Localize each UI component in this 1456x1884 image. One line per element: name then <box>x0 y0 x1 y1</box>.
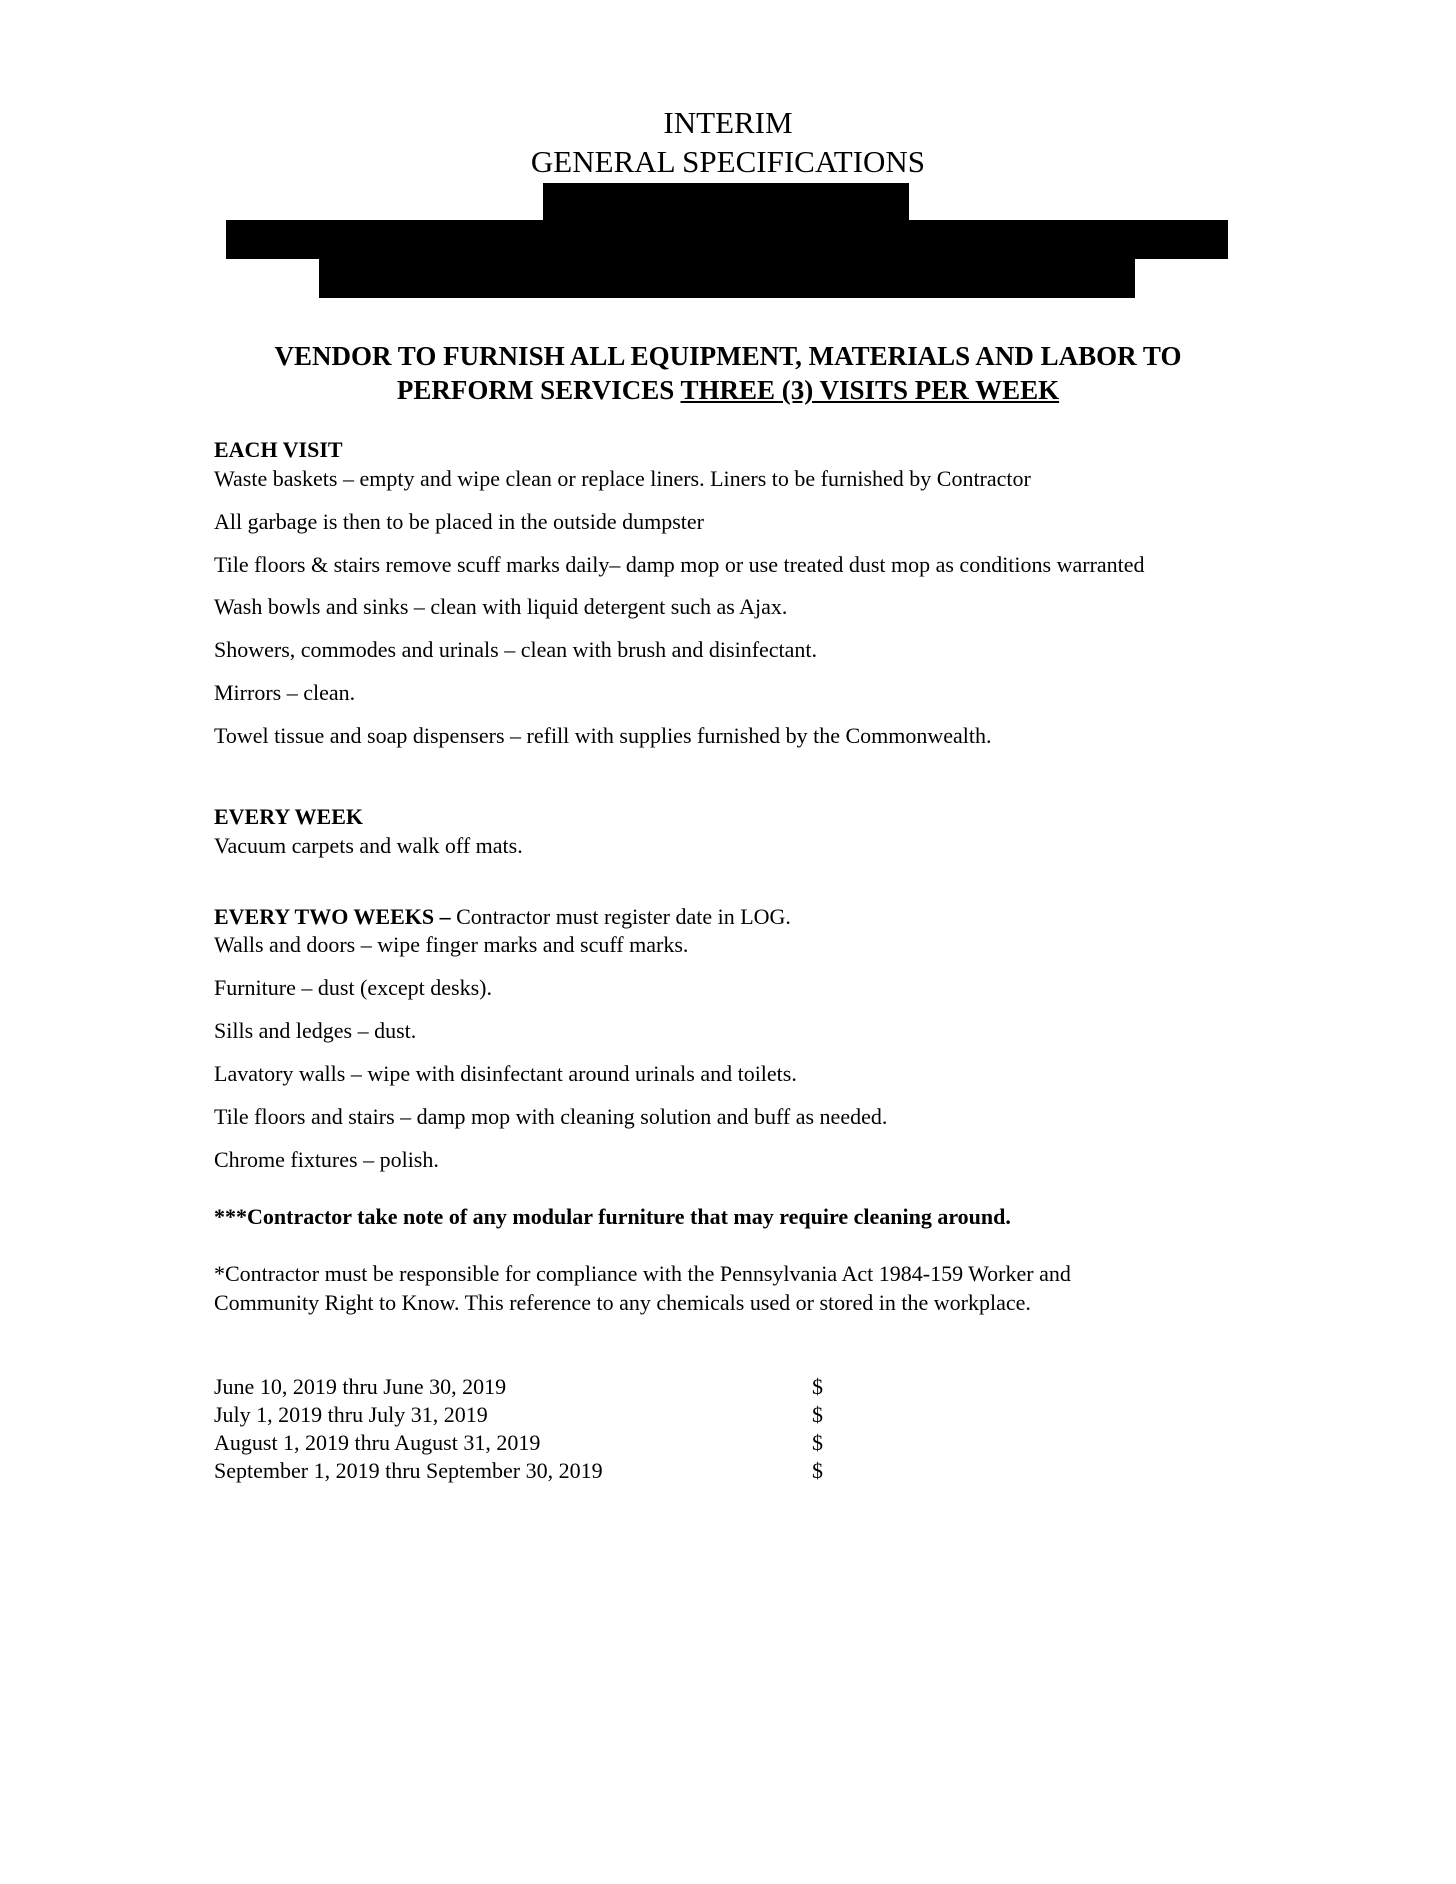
every-two-weeks-note: Contractor must register date in LOG. <box>450 904 791 929</box>
every-two-weeks-item: Chrome fixtures – polish. <box>214 1147 439 1172</box>
redaction-bar <box>543 183 909 221</box>
compliance-note-line-1: *Contractor must be responsible for compliance with the Pennsylvania Act 1984-159 Worker and <box>214 1261 1071 1286</box>
each-visit-item: Tile floors & stairs remove scuff marks daily– damp mop or use treated dust mop as conditions warranted <box>214 552 1145 577</box>
pricing-amount: $ <box>812 1430 823 1455</box>
each-visit-item: Wash bowls and sinks – clean with liquid detergent such as Ajax. <box>214 594 788 619</box>
pricing-period: August 1, 2019 thru August 31, 2019 <box>214 1430 541 1455</box>
heading-line-2 <box>0 373 1456 407</box>
redaction-bar <box>226 220 1228 259</box>
every-two-weeks-item: Lavatory walls – wipe with disinfectant around urinals and toilets. <box>214 1061 797 1086</box>
each-visit-item: Towel tissue and soap dispensers – refill with supplies furnished by the Commonwealth. <box>214 723 992 748</box>
every-two-weeks-item: Tile floors and stairs – damp mop with cleaning solution and buff as needed. <box>214 1104 888 1129</box>
modular-furniture-note: ***Contractor take note of any modular furniture that may require cleaning around. <box>214 1204 1011 1229</box>
title-line-2: GENERAL SPECIFICATIONS <box>530 144 926 179</box>
every-two-weeks-item: Walls and doors – wipe finger marks and scuff marks. <box>214 932 689 957</box>
every-two-weeks-item: Furniture – dust (except desks). <box>214 975 492 1000</box>
redaction-bar <box>319 259 1135 298</box>
pricing-amount: $ <box>812 1458 823 1483</box>
compliance-note-line-2: Community Right to Know. This reference to any chemicals used or stored in the workplace. <box>214 1290 1031 1315</box>
every-week-item: Vacuum carpets and walk off mats. <box>214 833 523 858</box>
section-title-every-week: EVERY WEEK <box>214 804 363 829</box>
each-visit-item: Showers, commodes and urinals – clean with brush and disinfectant. <box>214 637 818 662</box>
pricing-amount: $ <box>812 1402 823 1427</box>
pricing-amount: $ <box>812 1374 823 1399</box>
title-line-1: INTERIM <box>663 105 793 140</box>
every-two-weeks-title: EVERY TWO WEEKS – <box>214 904 451 929</box>
each-visit-item: Mirrors – clean. <box>214 680 356 705</box>
heading-line-2-underlined: THREE (3) VISITS PER WEEK <box>680 375 1060 405</box>
each-visit-item: Waste baskets – empty and wipe clean or replace liners. Liners to be furnished by Contractor <box>214 466 1031 491</box>
heading-line-2-prefix: PERFORM SERVICES <box>396 375 681 405</box>
heading-line-1: VENDOR TO FURNISH ALL EQUIPMENT, MATERIALS AND LABOR TO <box>274 341 1182 371</box>
every-two-weeks-item: Sills and ledges – dust. <box>214 1018 417 1043</box>
each-visit-item: All garbage is then to be placed in the outside dumpster <box>214 509 704 534</box>
section-title-every-two-weeks <box>214 903 791 931</box>
pricing-period: July 1, 2019 thru July 31, 2019 <box>214 1402 488 1427</box>
pricing-period: September 1, 2019 thru September 30, 2019 <box>214 1458 603 1483</box>
pricing-period: June 10, 2019 thru June 30, 2019 <box>214 1374 507 1399</box>
section-title-each-visit: EACH VISIT <box>214 437 343 462</box>
